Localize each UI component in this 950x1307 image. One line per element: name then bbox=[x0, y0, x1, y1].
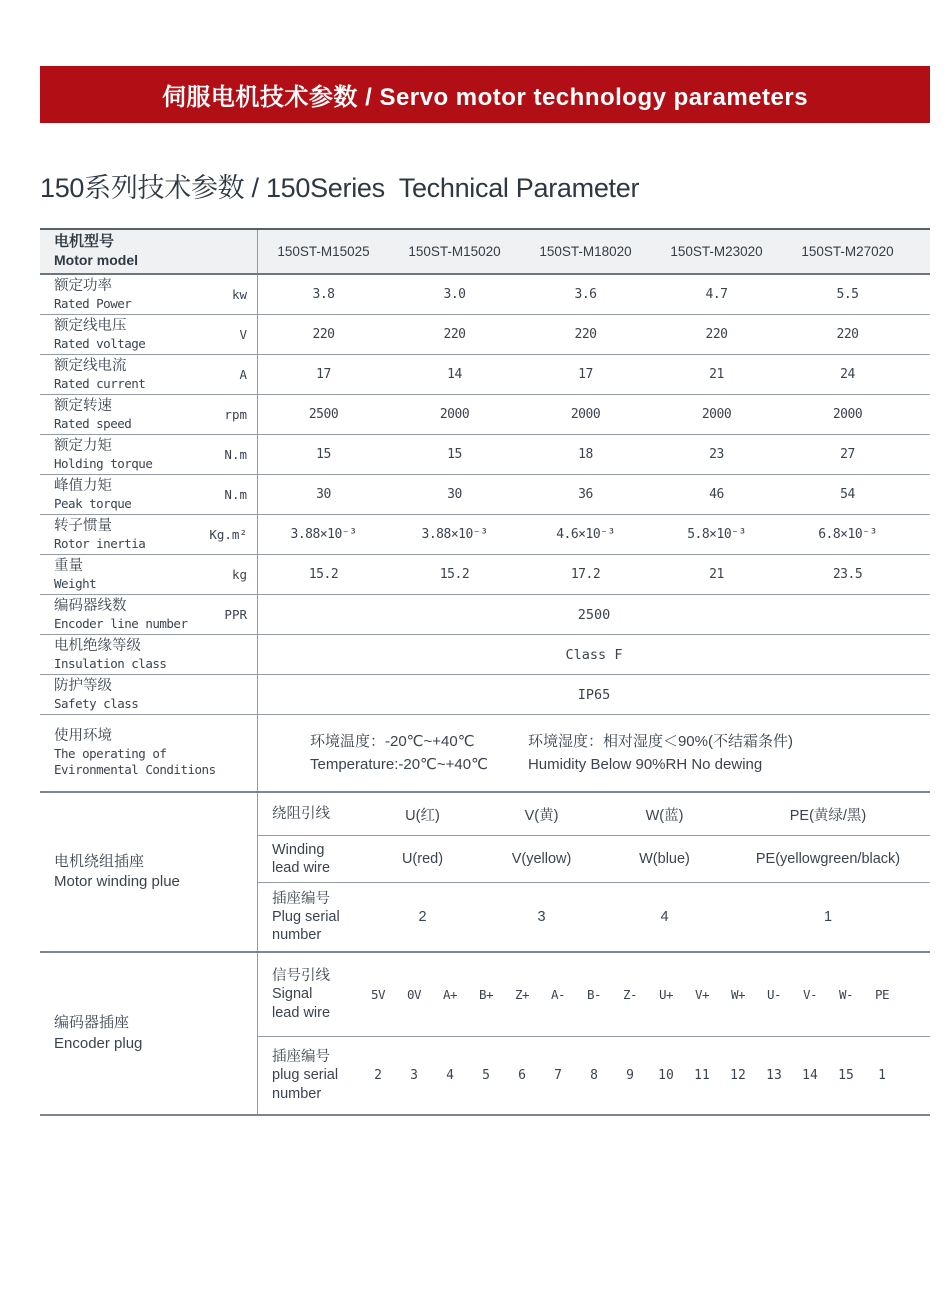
parameter-value: 23.5 bbox=[832, 567, 863, 582]
page-title: 150系列技术参数 / 150Series Technical Parameter bbox=[40, 173, 640, 203]
encoder-plug-number: 11 bbox=[694, 1068, 710, 1083]
encoder-signal-label bbox=[258, 953, 360, 1036]
winding-plug-number: 4 bbox=[660, 909, 669, 925]
parameter-value: 3.6 bbox=[574, 287, 597, 302]
encoder-plug-number: 2 bbox=[374, 1068, 382, 1083]
parameter-value: 5.5 bbox=[836, 287, 859, 302]
span-row-label-en: Insulation class bbox=[54, 655, 167, 671]
parameter-rows bbox=[40, 275, 930, 595]
encoder-signal: U+ bbox=[658, 987, 674, 1002]
winding-wire-cn-value: W(蓝) bbox=[645, 807, 684, 824]
parameter-unit: A bbox=[200, 355, 258, 394]
encoder-plug-number: 10 bbox=[658, 1068, 674, 1083]
parameter-row bbox=[40, 315, 930, 355]
parameter-label-cn: 额定力矩 bbox=[54, 438, 112, 455]
parameter-row bbox=[40, 355, 930, 395]
parameter-value: 24 bbox=[840, 367, 855, 382]
encoder-plug-number: 15 bbox=[838, 1068, 854, 1083]
parameter-value: 220 bbox=[574, 327, 597, 342]
environment-row bbox=[40, 715, 930, 793]
parameter-label-en: Rated voltage bbox=[54, 335, 146, 351]
environment-content bbox=[258, 715, 930, 791]
encoder-plug-number: 6 bbox=[518, 1068, 526, 1083]
span-row bbox=[40, 635, 930, 675]
model-header: 150ST-M15025 bbox=[277, 244, 370, 259]
parameter-label-en: Holding torque bbox=[54, 455, 153, 471]
parameter-values bbox=[258, 435, 930, 474]
parameter-value: 17 bbox=[316, 367, 331, 382]
winding-wire-cn-row bbox=[258, 793, 930, 836]
encoder-signal-label-en1: Signal bbox=[272, 986, 313, 1003]
parameter-value: 2000 bbox=[832, 407, 863, 422]
parameter-value: 18 bbox=[578, 447, 593, 462]
parameter-label-cn: 峰值力矩 bbox=[54, 478, 112, 495]
humidity-en: Humidity Below 90%RH No dewing bbox=[527, 756, 763, 773]
parameter-unit: N.m bbox=[200, 435, 258, 474]
humidity-cn: 环境湿度：相对湿度＜90%(不结霜条件) bbox=[527, 732, 793, 750]
table-header-row bbox=[40, 230, 930, 275]
winding-plug-number: 1 bbox=[823, 909, 833, 925]
encoder-signal: U- bbox=[766, 987, 782, 1002]
encoder-plug-number: 4 bbox=[446, 1068, 454, 1083]
parameter-label-en: Rated Power bbox=[54, 295, 132, 311]
parameter-unit: kg bbox=[200, 555, 258, 594]
span-row-value: IP65 bbox=[577, 686, 611, 703]
parameter-label-cell bbox=[40, 515, 200, 554]
encoder-plug-number: 12 bbox=[730, 1068, 746, 1083]
parameter-row bbox=[40, 395, 930, 435]
encoder-plug-number-label-cn: 插座编号 bbox=[272, 1049, 330, 1066]
winding-section bbox=[40, 793, 930, 953]
encoder-signal: W+ bbox=[730, 987, 746, 1002]
winding-plug-number-label-en1: Plug serial bbox=[272, 908, 340, 925]
winding-sub-rows bbox=[258, 793, 930, 951]
parameter-value: 46 bbox=[709, 487, 724, 502]
parameter-unit: V bbox=[200, 315, 258, 354]
parameter-value: 54 bbox=[840, 487, 855, 502]
encoder-signal-label-en2: lead wire bbox=[272, 1004, 331, 1021]
winding-wire-en-value: U(red) bbox=[401, 851, 444, 867]
parameter-value: 3.0 bbox=[443, 287, 466, 302]
span-row-label-cell bbox=[40, 675, 200, 714]
span-row-unit bbox=[200, 675, 258, 714]
parameter-values bbox=[258, 395, 930, 434]
parameter-label-en: Peak torque bbox=[54, 495, 132, 511]
parameter-values bbox=[258, 315, 930, 354]
parameter-value: 21 bbox=[709, 367, 724, 382]
parameter-label-cn: 转子惯量 bbox=[54, 518, 112, 535]
model-header-cells bbox=[258, 230, 930, 273]
parameter-value: 2000 bbox=[439, 407, 470, 422]
parameter-label-cn: 额定转速 bbox=[54, 398, 112, 415]
encoder-signal: B- bbox=[586, 987, 602, 1002]
temperature-cn: 环境温度：-20℃~+40℃ bbox=[310, 732, 475, 750]
winding-wire-cn-value: V(黄) bbox=[524, 807, 559, 824]
parameter-values bbox=[258, 275, 930, 314]
span-rows bbox=[40, 595, 930, 715]
parameter-label-en: Rotor inertia bbox=[54, 535, 146, 551]
parameter-label-cell bbox=[40, 475, 200, 514]
parameter-value: 17 bbox=[578, 367, 593, 382]
span-row-value: Class F bbox=[565, 646, 623, 663]
parameter-value: 15 bbox=[447, 447, 462, 462]
parameter-value: 4.6×10⁻³ bbox=[556, 527, 615, 542]
parameter-value: 27 bbox=[840, 447, 855, 462]
parameter-value: 2500 bbox=[308, 407, 339, 422]
parameter-value: 36 bbox=[578, 487, 593, 502]
model-header: 150ST-M27020 bbox=[801, 244, 894, 259]
encoder-plug-numbers bbox=[360, 1037, 930, 1114]
environment-label-en2: Evironmental Conditions bbox=[54, 762, 216, 778]
encoder-section-label bbox=[40, 953, 258, 1114]
environment-label-cell bbox=[40, 715, 258, 791]
span-row-unit bbox=[200, 635, 258, 674]
span-row-label-cn: 防护等级 bbox=[54, 678, 112, 695]
parameter-value: 30 bbox=[316, 487, 331, 502]
span-row-label-en: Safety class bbox=[54, 695, 139, 711]
winding-plug-number-row bbox=[258, 883, 930, 951]
humidity-spec bbox=[528, 730, 793, 777]
parameter-row bbox=[40, 275, 930, 315]
winding-label-en: Motor winding plue bbox=[54, 873, 180, 890]
parameter-label-cell bbox=[40, 315, 200, 354]
span-row-label-cell bbox=[40, 635, 200, 674]
parameter-value: 3.88×10⁻³ bbox=[421, 527, 488, 542]
header-label-en: Motor model bbox=[54, 252, 138, 269]
encoder-plug-number: 9 bbox=[626, 1068, 634, 1083]
encoder-signal-label-cn: 信号引线 bbox=[272, 968, 330, 985]
parameter-label-en: Rated current bbox=[54, 375, 146, 391]
parameter-label-cn: 额定线电压 bbox=[54, 318, 127, 335]
parameter-value: 30 bbox=[447, 487, 462, 502]
temperature-spec bbox=[310, 730, 488, 777]
span-row-label-cell bbox=[40, 595, 200, 634]
parameter-value: 14 bbox=[447, 367, 462, 382]
winding-wire-en-label-line1: Winding bbox=[272, 841, 325, 858]
winding-wire-en-label-line2: lead wire bbox=[272, 860, 331, 876]
encoder-sub-rows bbox=[258, 953, 930, 1114]
parameter-unit: Kg.m² bbox=[200, 515, 258, 554]
winding-label-cn: 电机绕组插座 bbox=[54, 852, 145, 870]
parameter-values bbox=[258, 555, 930, 594]
parameter-values bbox=[258, 475, 930, 514]
span-row bbox=[40, 595, 930, 635]
encoder-plug-number-label bbox=[258, 1037, 360, 1114]
parameter-label-en: Rated speed bbox=[54, 415, 132, 431]
encoder-plug-number: 3 bbox=[410, 1068, 418, 1083]
winding-plug-number: 2 bbox=[418, 909, 427, 925]
span-row-label-en: Encoder line number bbox=[54, 615, 188, 631]
parameter-row bbox=[40, 475, 930, 515]
parameter-label-cn: 额定线电流 bbox=[54, 358, 127, 375]
parameter-value: 220 bbox=[836, 327, 859, 342]
parameter-value: 4.7 bbox=[705, 287, 728, 302]
encoder-signal: 0V bbox=[406, 987, 422, 1002]
parameter-label-cell bbox=[40, 555, 200, 594]
parameter-label-en: Weight bbox=[54, 575, 97, 591]
model-header: 150ST-M15020 bbox=[408, 244, 501, 259]
encoder-signal: A- bbox=[550, 987, 566, 1002]
parameter-unit: N.m bbox=[200, 475, 258, 514]
winding-wire-en-label bbox=[258, 836, 365, 882]
encoder-signal-row bbox=[258, 953, 930, 1037]
parameter-value: 6.8×10⁻³ bbox=[818, 527, 877, 542]
parameter-value: 2000 bbox=[701, 407, 732, 422]
encoder-signal: Z+ bbox=[514, 987, 530, 1002]
parameter-value: 15.2 bbox=[308, 567, 339, 582]
encoder-plug-number-row bbox=[258, 1037, 930, 1114]
encoder-plug-number: 1 bbox=[878, 1068, 886, 1083]
parameter-label-cell bbox=[40, 435, 200, 474]
parameter-label-cn: 重量 bbox=[54, 558, 83, 575]
encoder-signal: V- bbox=[802, 987, 818, 1002]
encoder-plug-number: 7 bbox=[554, 1068, 562, 1083]
winding-wire-en-value: W(blue) bbox=[639, 851, 690, 867]
parameter-value: 5.8×10⁻³ bbox=[687, 527, 746, 542]
encoder-signal: B+ bbox=[478, 987, 494, 1002]
encoder-signal-values bbox=[360, 953, 930, 1036]
parameter-unit: rpm bbox=[200, 395, 258, 434]
parameter-value: 15.2 bbox=[439, 567, 470, 582]
spec-table bbox=[40, 228, 930, 1116]
winding-plug-number-label-en2: number bbox=[272, 927, 322, 944]
winding-wire-en-value: V(yellow) bbox=[511, 851, 572, 867]
parameter-unit: kw bbox=[200, 275, 258, 314]
encoder-label-en: Encoder plug bbox=[54, 1034, 143, 1052]
winding-wire-en-row bbox=[258, 836, 930, 883]
parameter-values bbox=[258, 515, 930, 554]
environment-label-en1: The operating of bbox=[54, 746, 167, 762]
parameter-value: 15 bbox=[316, 447, 331, 462]
parameter-value: 23 bbox=[709, 447, 724, 462]
winding-section-label bbox=[40, 793, 258, 951]
parameter-value: 2000 bbox=[570, 407, 601, 422]
parameter-value: 220 bbox=[443, 327, 466, 342]
winding-plug-number: 3 bbox=[537, 909, 546, 925]
winding-plug-number-label bbox=[258, 883, 365, 951]
parameter-value: 3.8 bbox=[312, 287, 335, 302]
parameter-label-cell bbox=[40, 355, 200, 394]
encoder-signal: PE bbox=[874, 987, 890, 1002]
encoder-plug-number: 14 bbox=[802, 1068, 818, 1083]
encoder-plug-number: 5 bbox=[482, 1068, 490, 1083]
temperature-en: Temperature:-20℃~+40℃ bbox=[310, 756, 488, 773]
encoder-plug-number: 13 bbox=[766, 1068, 782, 1083]
winding-wire-cn-value: U(红) bbox=[405, 807, 440, 824]
parameter-value: 3.88×10⁻³ bbox=[290, 527, 357, 542]
winding-wire-cn-value: PE(黄绿/黑) bbox=[789, 807, 867, 824]
model-header: 150ST-M23020 bbox=[670, 244, 763, 259]
parameter-row bbox=[40, 435, 930, 475]
parameter-label-cn: 额定功率 bbox=[54, 278, 112, 295]
encoder-plug-number-label-en1: plug serial bbox=[272, 1067, 339, 1084]
encoder-label-cn: 编码器插座 bbox=[54, 1014, 130, 1032]
encoder-signal: V+ bbox=[694, 987, 710, 1002]
span-row-unit: PPR bbox=[200, 595, 258, 634]
encoder-section bbox=[40, 953, 930, 1114]
parameter-row bbox=[40, 515, 930, 555]
parameter-row bbox=[40, 555, 930, 595]
environment-label-cn: 使用环境 bbox=[54, 728, 112, 745]
parameter-label-cell bbox=[40, 395, 200, 434]
parameter-value: 220 bbox=[705, 327, 728, 342]
parameter-values bbox=[258, 355, 930, 394]
parameter-label-cell bbox=[40, 275, 200, 314]
encoder-signal: W- bbox=[838, 987, 854, 1002]
span-row-label-cn: 电机绝缘等级 bbox=[54, 638, 141, 655]
header-label-cn: 电机型号 bbox=[54, 233, 115, 251]
encoder-signal: 5V bbox=[370, 987, 386, 1002]
parameter-value: 21 bbox=[709, 567, 724, 582]
span-row bbox=[40, 675, 930, 715]
encoder-plug-number-label-en2: number bbox=[272, 1085, 322, 1102]
banner-title: 伺服电机技术参数 / Servo motor technology parameters bbox=[161, 84, 809, 111]
winding-plug-number-label-cn: 插座编号 bbox=[272, 890, 330, 907]
encoder-signal: A+ bbox=[442, 987, 458, 1002]
winding-wire-cn-label: 绕阻引线 bbox=[272, 805, 330, 822]
model-header: 150ST-M18020 bbox=[539, 244, 632, 259]
header-label-cell bbox=[40, 230, 258, 273]
parameter-value: 220 bbox=[312, 327, 335, 342]
section-banner bbox=[40, 66, 930, 123]
span-row-label-cn: 编码器线数 bbox=[54, 598, 127, 615]
encoder-plug-number: 8 bbox=[590, 1068, 598, 1083]
encoder-signal: Z- bbox=[622, 987, 638, 1002]
winding-wire-en-value: PE(yellowgreen/black) bbox=[755, 851, 901, 867]
parameter-value: 17.2 bbox=[570, 567, 601, 582]
span-row-value: 2500 bbox=[577, 606, 611, 623]
